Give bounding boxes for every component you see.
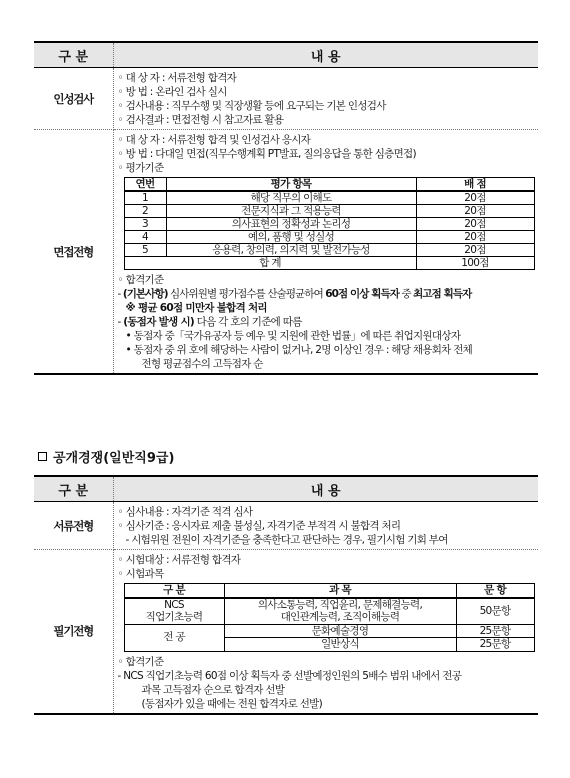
label-personality-test: 인성검사: [34, 68, 113, 130]
criteria-tie: [118, 315, 535, 329]
interview-line: ◦ 대 상 자 : 서류전형 합격 및 인성검사 응시자: [117, 134, 311, 146]
eval-score: 20점: [416, 205, 534, 218]
subj-header-subject: 과 목: [224, 584, 456, 598]
header-content: 내 용: [113, 42, 538, 68]
eval-total-row: [124, 257, 534, 270]
label-written-exam: 필기전형: [34, 550, 113, 714]
eval-row: [124, 231, 534, 244]
header-category: 구 분: [34, 42, 113, 68]
eval-total-label: 합 계: [124, 257, 416, 270]
written-line: ◦ 합격기준: [117, 655, 164, 668]
screening-table-2: [34, 475, 538, 715]
interview-line: ◦ 방 법 : 다대일 면접(직무수행계획 PT발표, 질의응답을 통한 심층면접): [117, 148, 416, 160]
eval-no: 2: [124, 205, 166, 218]
section-title-text: 공개경쟁(일반직9급): [53, 451, 175, 466]
header-category: 구 분: [34, 476, 113, 502]
eval-score: 20점: [416, 231, 534, 244]
eval-header-item: 평가 항목: [166, 178, 416, 192]
interview-line: ◦ 평가기준: [117, 162, 164, 174]
evaluation-table: [124, 177, 535, 270]
written-line: (동점자가 있을 때에는 전원 합격자로 선발): [141, 697, 323, 710]
section-title: [38, 447, 174, 466]
eval-total-value: 100점: [416, 257, 534, 270]
eval-header-score: 배 점: [416, 178, 534, 192]
eval-header-no: 연번: [124, 178, 166, 192]
eval-no: 1: [124, 191, 166, 205]
personality-line: ◦ 방 법 : 온라인 검사 실시: [117, 86, 227, 98]
ncs-subj-line: 의사소통능력, 직업윤리, 문제해결능력,: [257, 598, 423, 611]
written-line: ◦ 시험대상 : 서류전형 합격자: [117, 554, 241, 566]
personality-line: ◦ 검사내용 : 직무수행 및 직장생활 등에 요구되는 기본 인성검사: [117, 100, 386, 112]
personality-line: ◦ 검사결과 : 면접전형 시 참고자료 활용: [117, 114, 284, 126]
doc-line: - 시험위원 전원이 자격기준을 충족한다고 판단하는 경우, 필기시험 기회 부여: [125, 534, 448, 546]
eval-no: 3: [124, 218, 166, 231]
eval-row: [124, 205, 534, 218]
eval-item: 전문지식과 그 적용능력: [166, 205, 416, 218]
subj-header-category: 구 분: [124, 584, 224, 598]
criteria-text: 다음 각 호의 기준에 따름: [194, 316, 302, 328]
ncs-cat-line: NCS: [164, 598, 184, 611]
criteria-text: 중: [399, 288, 414, 300]
eval-item: 의사표현의 정확성과 논리성: [166, 218, 416, 231]
subj-row-major: [124, 624, 534, 638]
written-line: ◦ 시험과목: [117, 568, 164, 580]
ncs-cat-line: 직업기초능력: [145, 611, 203, 623]
dash: -: [117, 288, 123, 300]
row-interview: [34, 130, 538, 375]
row-personality-test: [34, 68, 538, 130]
written-line: 과목 고득점자 순으로 합격자 선발: [141, 683, 285, 696]
subj-row-ncs: [124, 598, 534, 625]
eval-item: 예의, 품행 및 성실성: [166, 231, 416, 244]
dash: -: [117, 316, 124, 328]
label-interview: 면접전형: [34, 130, 113, 375]
written-line: - NCS 직업기초능력 60점 이상 획득자 중 선발예정인원의 5배수 범위 내에서 전공: [117, 669, 462, 682]
eval-no: 4: [124, 231, 166, 244]
eval-score: 20점: [416, 191, 534, 205]
eval-score: 20점: [416, 244, 534, 257]
eval-row: [124, 191, 534, 205]
subj-ncs: [224, 598, 456, 625]
criteria-note: ※ 평균 60점 미만자 불합격 처리: [125, 302, 267, 314]
personality-line: ◦ 대 상 자 : 서류전형 합격자: [117, 72, 237, 84]
label-document-screening: 서류전형: [34, 502, 113, 550]
subj-cat-major: 전 공: [124, 624, 224, 651]
eval-row: [124, 218, 534, 231]
doc-line: ◦ 심사내용 : 자격기준 적격 심사: [117, 506, 253, 518]
row-written-exam: [34, 550, 538, 714]
ncs-subj-line: 대인관계능력, 조직이해능력: [280, 611, 400, 623]
criteria-basic: [118, 287, 535, 301]
row-document-screening: [34, 502, 538, 550]
eval-row: [124, 244, 534, 257]
subj-count: 25문항: [456, 624, 534, 638]
eval-item: 응용력, 창의력, 의지력 및 발전가능성: [166, 244, 416, 257]
subj-count: 25문항: [456, 638, 534, 652]
subj-major: 문화예술경영: [224, 624, 456, 638]
criteria-bold: 60점 이상 획득자: [325, 288, 400, 300]
criteria-bold: 최고점 획득자: [413, 288, 472, 300]
subj-count: 50문항: [456, 598, 534, 625]
screening-table-1: [34, 41, 538, 375]
doc-line: ◦ 심사기준 : 응시자료 제출 불성실, 자격기준 부적격 시 불합격 처리: [117, 520, 401, 532]
eval-score: 20점: [416, 218, 534, 231]
tie-bullet-cont: 전형 평균점수의 고득점자 순: [141, 358, 263, 370]
eval-item: 해당 직무의 이해도: [166, 191, 416, 205]
subj-major: 일반상식: [224, 638, 456, 652]
criteria-title: ◦ 합격기준: [117, 274, 164, 286]
square-bullet-icon: [38, 452, 47, 461]
subj-cat-ncs: [124, 598, 224, 625]
header-content: 내 용: [113, 476, 538, 502]
criteria-text: 심사위원별 평가점수를 산술평균하여: [167, 288, 326, 300]
eval-no: 5: [124, 244, 166, 257]
tie-bullet: • 동점자 중「국가유공자 등 예우 및 지원에 관한 법률」에 따른 취업지원대상자: [125, 330, 461, 342]
subject-table: [124, 583, 535, 652]
tie-bullet: • 동점자 중 위 호에 해당하는 사람이 없거나, 2명 이상인 경우 : 해당 채용회차 전체: [125, 344, 473, 356]
subj-header-count: 문 항: [456, 584, 534, 598]
criteria-tie-tag: (동점자 발생 시): [123, 316, 195, 328]
criteria-basic-tag: (기본사항): [122, 288, 168, 300]
